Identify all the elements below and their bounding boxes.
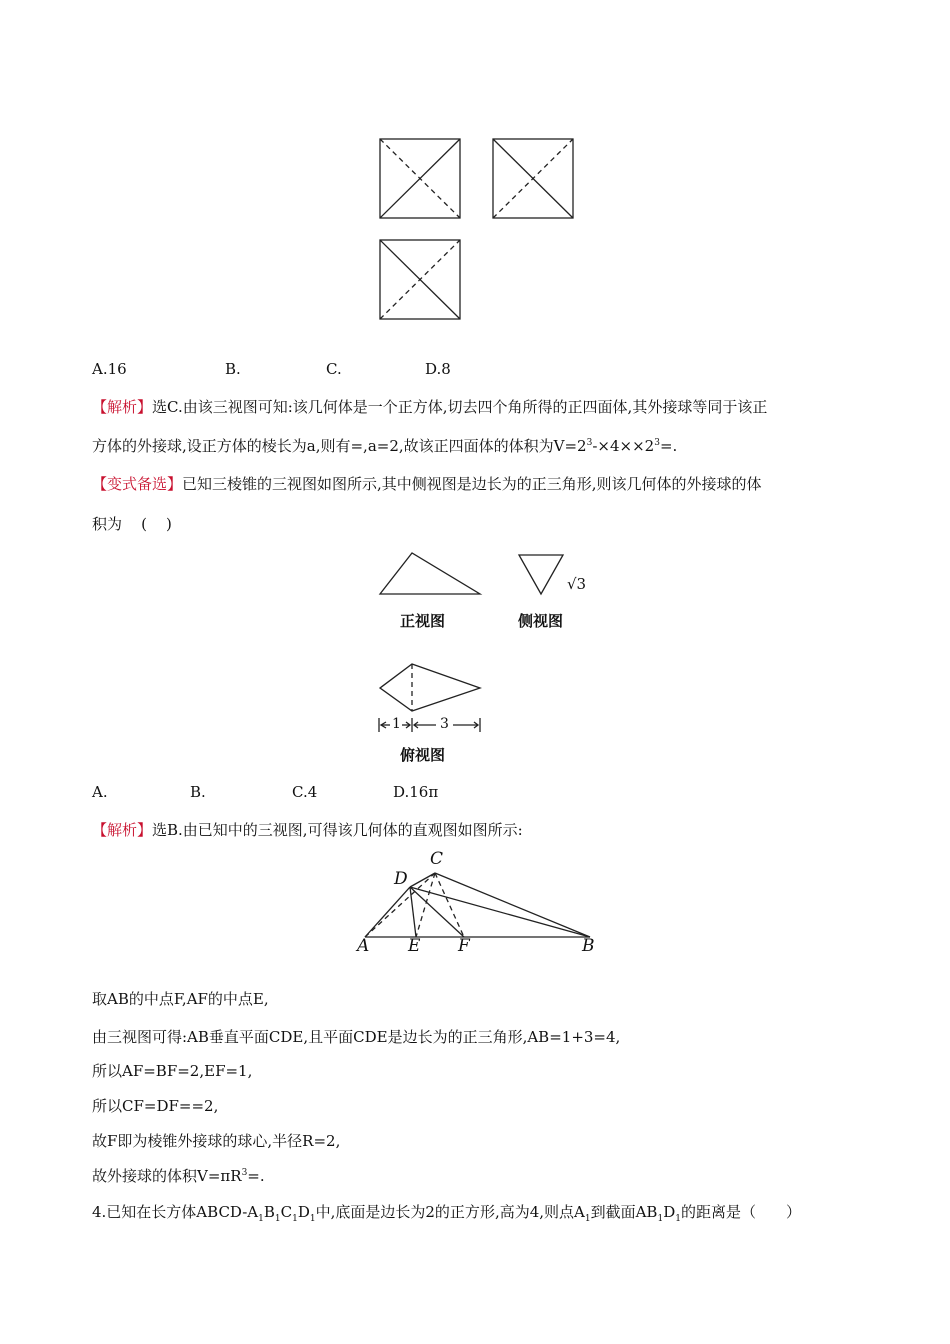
solution1-formula-start: 方体的外接球,设正方体的棱长为a,则有=,a=2,故该正四面体的体积为V=2 <box>92 437 587 455</box>
segment-cb <box>435 873 590 937</box>
segment-ad <box>365 887 410 937</box>
solution1-text: 选C.由该三视图可知:该几何体是一个正方体,切去四个角所得的正四面体,其外接球等同于该正 <box>152 398 768 416</box>
problem4-text: 4.已知在长方体ABCD-A <box>92 1203 259 1221</box>
point-label-b: B <box>582 936 595 956</box>
subscript: 1 <box>657 1214 664 1224</box>
option-c: C. <box>326 360 342 378</box>
point-label-e: E <box>408 936 421 956</box>
subscript: 1 <box>309 1214 316 1224</box>
top-view-label: 俯视图 <box>400 746 446 764</box>
point-label-d: D <box>394 869 408 889</box>
subscript: 1 <box>584 1214 591 1224</box>
problem4-text: B <box>263 1203 275 1221</box>
side-view-label: 侧视图 <box>518 612 564 630</box>
option-a: A.16 <box>92 360 127 378</box>
solution2-final-line <box>92 1165 265 1186</box>
problem4-text: D <box>297 1203 310 1221</box>
problem4-text: 到截面AB <box>590 1203 658 1221</box>
option-b: B. <box>225 360 241 378</box>
volume-formula-end: =. <box>247 1167 265 1185</box>
dimension-one: 1 <box>392 716 401 732</box>
analysis-tag: 【解析】 <box>92 821 153 839</box>
variant-option-d: D.16π <box>393 783 439 801</box>
point-label-c: C <box>430 849 444 869</box>
analysis-tag: 【解析】 <box>92 398 153 416</box>
option-d: D.8 <box>425 360 451 378</box>
solution1-formula-end: =. <box>659 437 678 455</box>
segment-de <box>410 887 416 937</box>
problem4-stem <box>92 1201 801 1224</box>
exponent: 3 <box>241 1168 248 1178</box>
exponent: 3 <box>654 438 660 448</box>
solution2-line: 所以CF=DF==2, <box>92 1097 219 1115</box>
volume-formula-start: 故外接球的体积V=πR <box>92 1167 242 1185</box>
dimension-three: 3 <box>440 716 449 732</box>
variant-tag: 【变式备选】 <box>92 475 183 493</box>
solution2-line: 由三视图可得:AB垂直平面CDE,且平面CDE是边长为的正三角形,AB=1+3=4, <box>92 1028 621 1046</box>
variant-line2: 积为 ( ) <box>92 515 172 533</box>
point-label-a: A <box>357 936 370 956</box>
subscript: 1 <box>274 1214 281 1224</box>
solution2-line: 取AB的中点F,AF的中点E, <box>92 990 269 1008</box>
solution2-line: 所以AF=BF=2,EF=1, <box>92 1062 253 1080</box>
problem4-text: C <box>280 1203 293 1221</box>
exponent: 3 <box>586 438 593 448</box>
variant-option-b: B. <box>190 783 206 801</box>
problem4-text: 的距离是（ ） <box>680 1203 801 1221</box>
side-view-dimension: √3 <box>567 575 587 593</box>
solution1-formula-mid: -×4××2 <box>592 437 655 455</box>
variant-option-c: C.4 <box>292 783 318 801</box>
problem4-text: 中,底面是边长为2的正方形,高为4,则点A <box>315 1203 585 1221</box>
solution2-line: 故F即为棱锥外接球的球心,半径R=2, <box>92 1132 341 1150</box>
subscript: 1 <box>292 1214 298 1224</box>
subscript: 1 <box>675 1214 681 1224</box>
point-label-f: F <box>458 936 470 956</box>
problem4-text: D <box>663 1203 676 1221</box>
variant-option-a: A. <box>92 783 108 801</box>
front-view-label: 正视图 <box>400 612 446 630</box>
variant-text: 已知三棱锥的三视图如图所示,其中侧视图是边长为的正三角形,则该几何体的外接球的体 <box>182 475 762 493</box>
subscript: 1 <box>258 1214 264 1224</box>
solution2-intro-text: 选B.由已知中的三视图,可得该几何体的直观图如图所示: <box>152 821 523 839</box>
